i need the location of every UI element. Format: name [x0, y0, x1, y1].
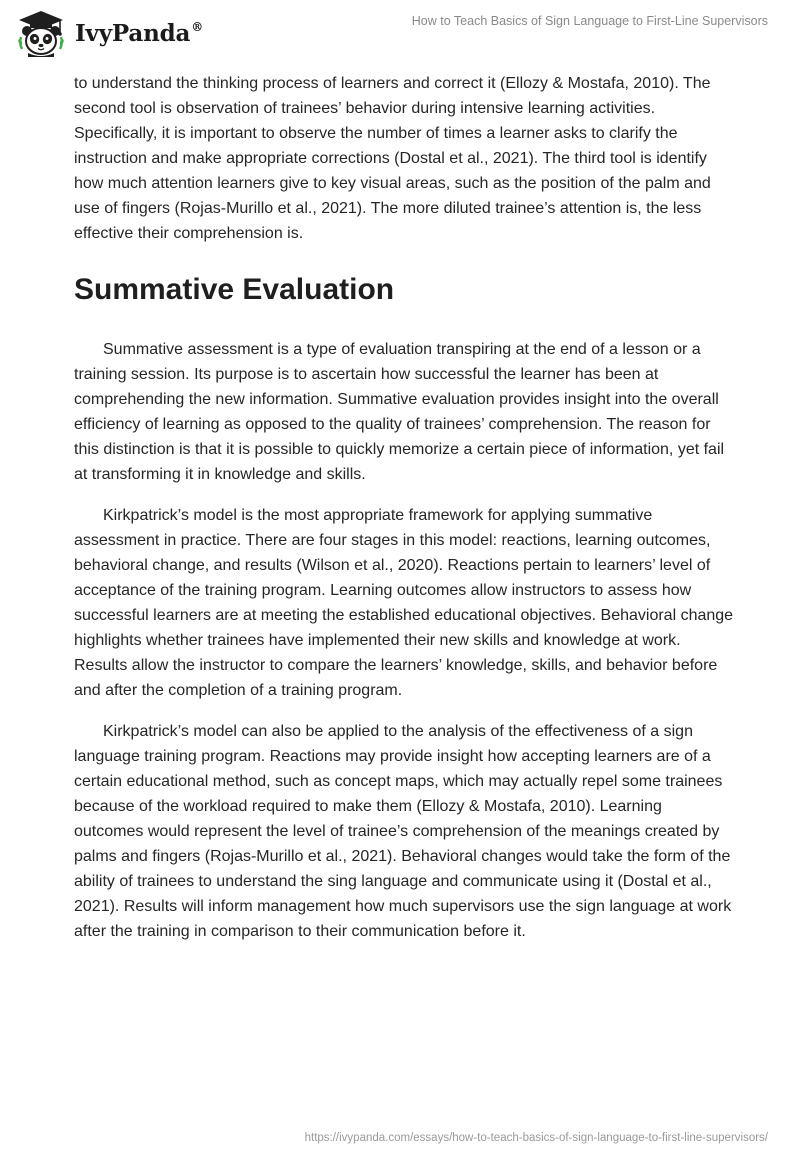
document-title: How to Teach Basics of Sign Language to First-Line Supervisors [411, 14, 768, 28]
logo-wordmark [75, 20, 203, 47]
essay-content [74, 71, 734, 944]
source-url[interactable]: https://ivypanda.com/essays/how-to-teach-basics-of-sign-language-to-first-line-supervisors/ [304, 1132, 768, 1144]
paragraph-summative-definition: Summative assessment is a type of evaluation transpiring at the end of a lesson or a training session. Its purpose is to ascertain how successful the learner has been at comprehending the new information. Summative evaluation provides insight into the overall efficiency of learning as opposed to the quality of trainees’ comprehension. The reason for this distinction is that it is possible to quickly memorize a certain piece of information, yet fail at transforming it in knowledge and skills. [74, 341, 725, 483]
logo[interactable] [16, 9, 203, 57]
intro-paragraph: to understand the thinking process of learners and correct it (Ellozy & Mostafa, 2010). The second tool is observation of trainees’ behavior during intensive learning activities. Specifically, it is important to observe the number of times a learner asks to clarify the instruction and make appropriate corrections (Dostal et al., 2021). The third tool is identify how much attention learners give to key visual areas, such as the position of the palm and use of fingers (Rojas-Murillo et al., 2021). The more diluted trainee’s attention is, the less effective their comprehension is. [74, 75, 711, 242]
logo-text: IvyPanda [75, 19, 191, 47]
section-heading: Summative Evaluation [74, 273, 395, 306]
page-header [0, 0, 800, 70]
panda-graduate-icon [16, 9, 66, 57]
registered-mark: ® [191, 19, 203, 34]
paragraph-kirkpatrick-application: Kirkpatrick’s model can also be applied to the analysis of the effectiveness of a sign language training program. Reactions may provide insight how accepting learners are of a certain educational method, such as concept maps, which may actually repel some trainees because of the workload required to make them (Ellozy & Mostafa, 2010). Learning outcomes would represent the level of trainee’s comprehension of the meanings created by palms and fingers (Rojas-Murillo et al., 2021). Behavioral changes would take the form of the ability of trainees to understand the sing language and communicate using it (Dostal et al., 2021). Results will inform management how much supervisors use the sign language at work after the training in comparison to their communication before it. [74, 723, 732, 940]
paragraph-kirkpatrick-model: Kirkpatrick’s model is the most appropriate framework for applying summative assessment in practice. There are four stages in this model: reactions, learning outcomes, behavioral change, and results (Wilson et al., 2020). Reactions pertain to learners’ level of acceptance of the training program. Learning outcomes allow instructors to assess how successful learners are at meeting the established educational objectives. Behavioral change highlights whether trainees have implemented their new skills and knowledge at work. Results allow the instructor to compare the learners’ knowledge, skills, and behavior before and after the completion of a training program. [74, 507, 734, 699]
